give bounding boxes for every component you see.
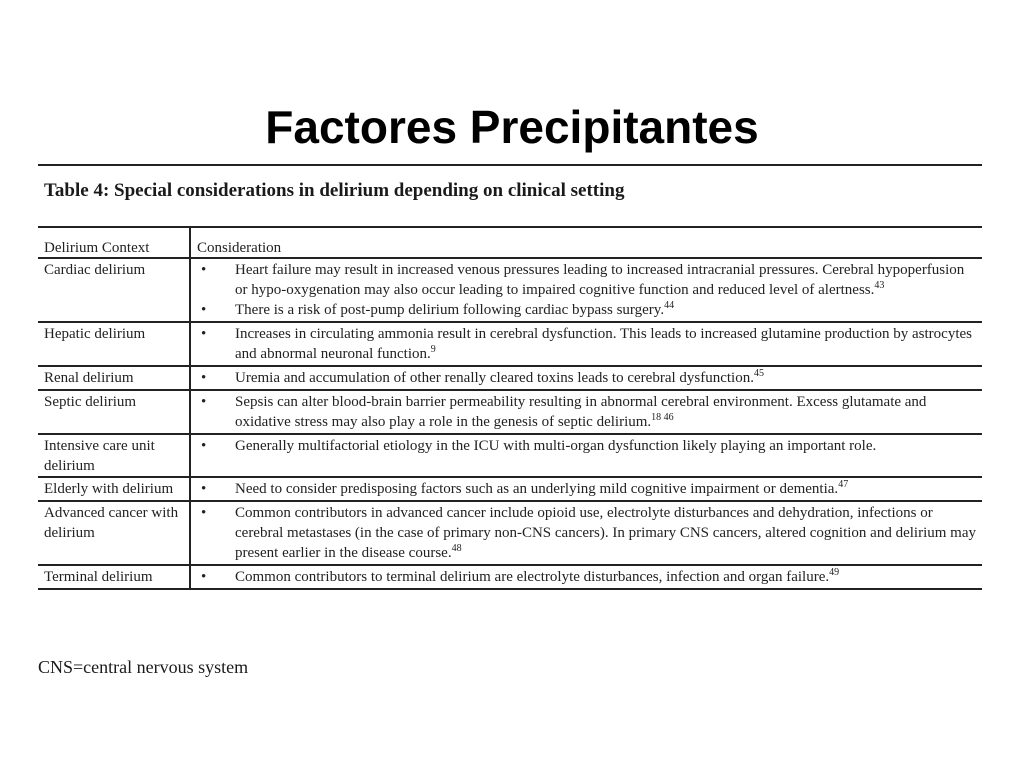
slide-title: Factores Precipitantes	[265, 100, 759, 153]
consideration-cell	[190, 565, 982, 589]
consideration-list	[197, 502, 978, 564]
consideration-point	[197, 324, 978, 364]
consideration-text: Generally multifactorial etiology in the ICU with multi-organ dysfunction likely playing an important role.	[235, 438, 877, 454]
consideration-point	[197, 436, 978, 456]
consideration-list	[197, 391, 978, 433]
consideration-text: Common contributors in advanced cancer include opioid use, electrolyte disturbances and dehydration, infections or cerebral metastases (in the case of primary non-CNS cancers). In primary CNS cancers, altered cognition and delirium may present earlier in the disease course.	[235, 505, 976, 561]
delirium-context-cell: Intensive care unit delirium	[38, 434, 190, 477]
consideration-list	[197, 478, 978, 500]
consideration-list	[197, 566, 978, 588]
consideration-cell	[190, 258, 982, 322]
consideration-text: There is a risk of post-pump delirium following cardiac bypass surgery.	[235, 302, 665, 318]
reference-number: 47	[838, 479, 849, 490]
consideration-point	[197, 392, 978, 432]
header-delirium-context: Delirium Context	[38, 227, 190, 258]
consideration-cell	[190, 477, 982, 501]
header-consideration: Consideration	[197, 240, 282, 256]
consideration-cell	[190, 322, 982, 366]
consideration-text: Increases in circulating ammonia result in cerebral dysfunction. This leads to increased glutamine production by astrocytes and abnormal neuronal function.	[235, 326, 972, 362]
consideration-text: Heart failure may result in increased venous pressures leading to increased intracranial pressures. Cerebral hypoperfusion or hypo-oxygenation may also occur leading to impaired cognitive function and reduced level of alertness.	[235, 262, 965, 298]
consideration-list	[197, 323, 978, 365]
table-figure	[38, 164, 982, 590]
consideration-list	[197, 367, 978, 389]
delirium-context-cell: Septic delirium	[38, 390, 190, 434]
reference-number: 44	[664, 300, 675, 311]
reference-number: 45	[753, 368, 764, 379]
consideration-point	[197, 368, 978, 388]
table-row	[38, 477, 982, 501]
reference-number: 9	[430, 344, 436, 355]
reference-number: 49	[829, 567, 840, 578]
table-row	[38, 501, 982, 565]
table-footnote: CNS=central nervous system	[38, 657, 249, 677]
table-row	[38, 258, 982, 322]
table-row	[38, 565, 982, 589]
reference-number: 18 46	[651, 412, 674, 423]
consideration-point	[197, 479, 978, 499]
reference-number: 43	[874, 280, 885, 291]
consideration-list	[197, 435, 978, 457]
delirium-context-cell: Hepatic delirium	[38, 322, 190, 366]
consideration-cell	[190, 434, 982, 477]
delirium-context-cell: Renal delirium	[38, 366, 190, 390]
consideration-text: Uremia and accumulation of other renally cleared toxins leads to cerebral dysfunction.	[235, 370, 754, 386]
consideration-cell	[190, 366, 982, 390]
consideration-point	[197, 300, 978, 320]
table-caption: Table 4: Special considerations in delirium depending on clinical setting	[44, 180, 625, 201]
consideration-text: Sepsis can alter blood-brain barrier permeability resulting in abnormal cerebral environment. Excess glutamate and oxidative stress may also play a role in the genesis of septic delirium.	[235, 394, 927, 430]
consideration-point	[197, 260, 978, 300]
table-row	[38, 390, 982, 434]
consideration-text: Common contributors to terminal delirium are electrolyte disturbances, infection and organ failure.	[235, 569, 830, 585]
consideration-cell	[190, 501, 982, 565]
delirium-table	[38, 226, 982, 590]
consideration-text: Need to consider predisposing factors such as an underlying mild cognitive impairment or dementia.	[235, 481, 839, 497]
table-body	[38, 258, 982, 589]
table-header-row	[38, 227, 982, 258]
delirium-context-cell: Advanced cancer with delirium	[38, 501, 190, 565]
table-row	[38, 322, 982, 366]
delirium-context-cell: Terminal delirium	[38, 565, 190, 589]
delirium-context-cell: Cardiac delirium	[38, 258, 190, 322]
table-row	[38, 434, 982, 477]
consideration-list	[197, 259, 978, 321]
delirium-context-cell: Elderly with delirium	[38, 477, 190, 501]
consideration-point	[197, 567, 978, 587]
consideration-point	[197, 503, 978, 563]
consideration-cell	[190, 390, 982, 434]
reference-number: 48	[451, 543, 462, 554]
table-row	[38, 366, 982, 390]
